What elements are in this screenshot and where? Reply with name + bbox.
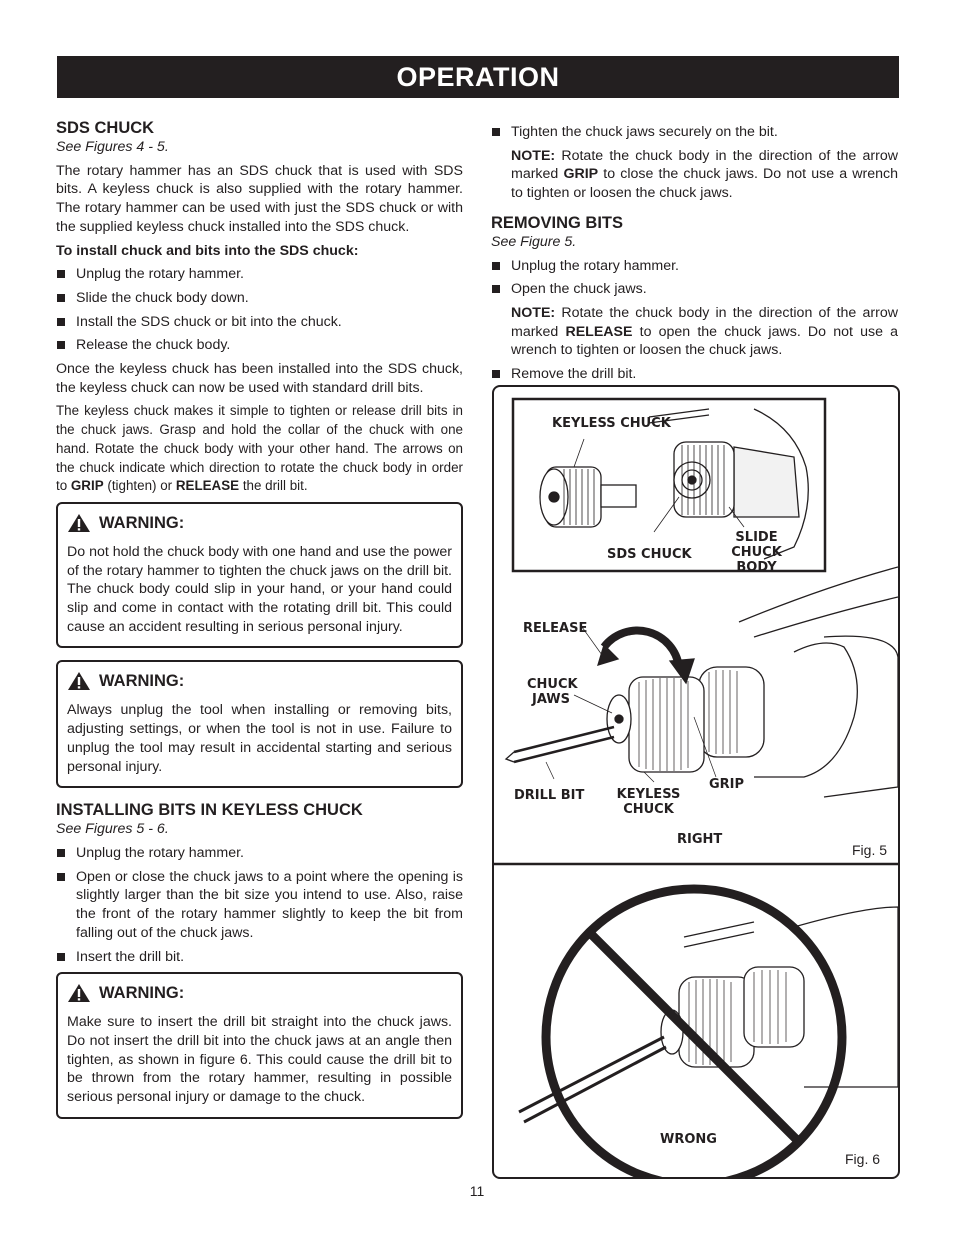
warning-text: Make sure to insert the drill bit straight into the chuck jaws. Do not insert the drill bit into the chuck jaws at an angle then tighten, as shown in figure 6. This could cause the drill bit to be thrown from the rotary hammer, resulting in possible serious personal injury or damage to the chuck. [67,1014,452,1106]
warning-box-2 [56,660,463,788]
sds-paragraph-2: Once the keyless chuck has been installed into the SDS chuck, the keyless chuck can now be used with standard drill bits. [56,361,463,396]
sds-paragraph-1: The rotary hammer has an SDS chuck that is used with SDS bits. A keyless chuck is also supplied with the rotary hammer. The rotary hammer can be used with just the SDS chuck or with the supplied keyless chuck installed into the SDS chuck. [56,162,463,235]
list-item: Insert the drill bit. [56,948,463,967]
label-chuck-jaws: CHUCK JAWS [527,677,578,707]
label-wrong: WRONG [660,1132,717,1147]
label-grip: GRIP [709,777,745,792]
warning-box-3 [56,972,463,1119]
label-release: RELEASE [523,621,588,636]
list-item: Open or close the chuck jaws to a point where the opening is slightly larger than the bit size you intend to use. Also, raise the front of the rotary hammer slightly to keep the bit from falling out of the chuck jaws. [56,868,463,943]
list-item: Slide the chuck body down. [56,289,463,308]
figure-illustration [494,387,898,1177]
header-title: OPERATION [396,61,560,92]
keyless-list [56,844,463,966]
figure-panel [492,385,900,1179]
warning-icon [67,983,91,1003]
install-heading: To install chuck and bits into the SDS chuck: [56,242,359,259]
list-item: Release the chuck body. [56,336,463,355]
keyless-heading: INSTALLING BITS IN KEYLESS CHUCK [56,801,363,820]
warning-title: WARNING: [99,672,185,691]
sds-see-figures: See Figures 4 - 5. [56,139,169,155]
page-number: 11 [469,1183,485,1199]
label-sds-chuck: SDS CHUCK [607,547,692,562]
warning-icon [67,513,91,533]
list-item: Tighten the chuck jaws securely on the bit. [491,123,898,142]
label-slide-chuck-body: SLIDE CHUCK BODY [731,530,782,575]
removing-bits-heading: REMOVING BITS [491,213,624,232]
list-item: Unplug the rotary hammer. [56,844,463,863]
label-keyless-chuck-top: KEYLESS CHUCK [552,416,671,431]
install-list [56,265,463,355]
figure-5-caption: Fig. 5 [852,842,888,858]
page-header [57,56,899,98]
label-right: RIGHT [677,832,723,847]
sds-paragraph-3: The keyless chuck makes it simple to tighten or release drill bits in the chuck jaws. Grasp and hold the collar of the chuck with one hand. Rotate the chuck body with your other hand. The arrows on the chuck indicate which direction to rotate the chuck body in order to GRIP (tighten) or RELEASE the drill bit. [56,403,463,494]
warning-title: WARNING: [99,983,185,1002]
note-release: NOTE: Rotate the chuck body in the direction of the arrow marked RELEASE to open the chuck jaws. Do not use a wrench to tighten or loosen the chuck jaws. [511,304,898,359]
list-item: Open the chuck jaws. [491,280,898,299]
warning-text: Always unplug the tool when installing or removing bits, adjusting settings, or when the tool is not in use. Failure to unplug the tool may result in accidental starting and serious personal injury. [67,702,452,775]
list-item: Unplug the rotary hammer. [491,257,898,276]
left-column [56,118,463,1131]
removing-see-figure: See Figure 5. [491,233,577,250]
removing-list [491,257,898,299]
keyless-see-figures: See Figures 5 - 6. [56,821,169,838]
note-grip: NOTE: Rotate the chuck body in the direction of the arrow marked GRIP to close the chuck jaws. Do not use a wrench to tighten or loosen the chuck jaws. [511,147,898,202]
list-item: Remove the drill bit. [491,365,898,384]
label-keyless-chuck: KEYLESS CHUCK [616,787,681,817]
list-item: Install the SDS chuck or bit into the chuck. [56,313,463,332]
right-column [491,123,898,389]
label-drill-bit: DRILL BIT [514,788,585,803]
figure-6-caption: Fig. 6 [845,1151,881,1167]
sds-chuck-heading: SDS CHUCK [56,119,155,137]
warning-title: WARNING: [99,513,185,532]
warning-icon [67,671,91,691]
warning-text: Do not hold the chuck body with one hand and use the power of the rotary hammer to tighten the chuck jaws on the drill bit. The chuck body could slip in your hand, or your hand could slip and come in contact with the rotating drill bit. This could cause an accident resulting in serious personal injury. [67,543,452,635]
warning-box-1 [56,502,463,649]
list-item: Unplug the rotary hammer. [56,265,463,284]
